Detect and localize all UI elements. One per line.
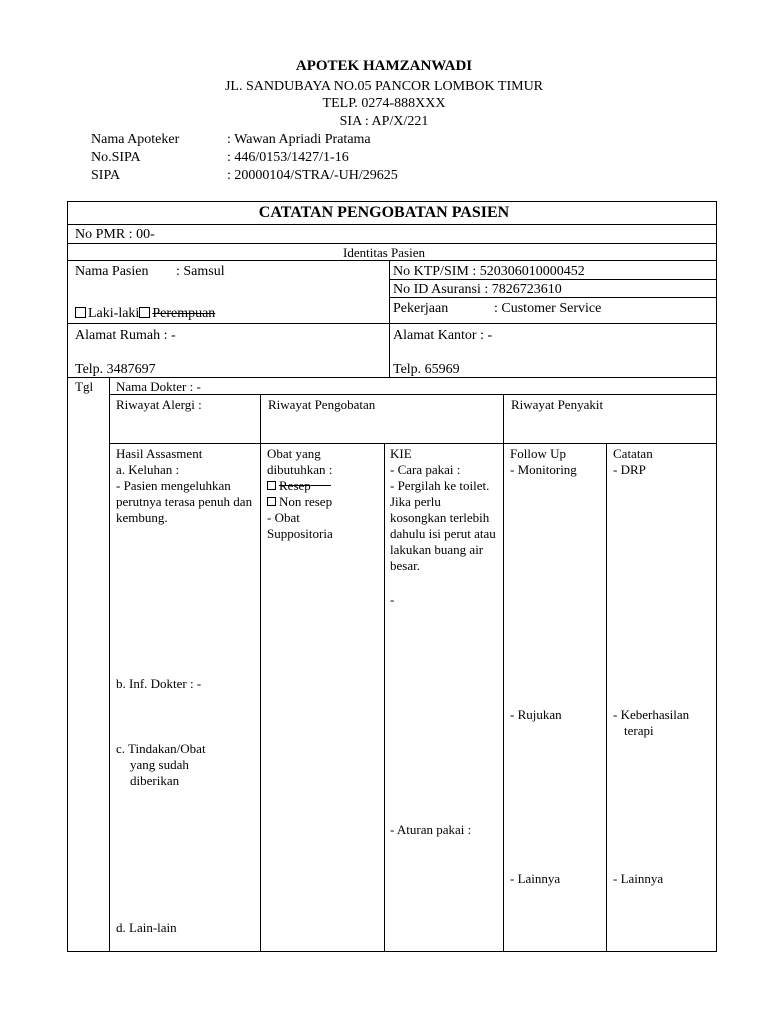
no-ktp: No KTP/SIM : 520306010000452 [393, 264, 585, 279]
pekerjaan-label: Pekerjaan [393, 301, 449, 316]
catatan-title: Catatan [613, 446, 653, 461]
nama-dokter: Nama Dokter : - [116, 379, 201, 394]
table-divider [67, 243, 717, 244]
table-divider [384, 443, 385, 951]
info-value-apoteker: : Wawan Apriadi Pratama [227, 132, 371, 147]
aturan-pakai-label: - Aturan pakai : [390, 822, 472, 837]
followup-monitoring: - Monitoring [510, 462, 577, 477]
resep-label: Resep [279, 478, 311, 493]
table-border-top [67, 201, 717, 202]
pekerjaan-value: : Customer Service [494, 301, 602, 316]
obat-supp-line2: Suppositoria [267, 526, 333, 541]
gender-checkboxes [75, 305, 215, 322]
telp-kantor: Telp. 65969 [393, 362, 460, 377]
tindakan-line3: diberikan [130, 773, 180, 788]
alamat-rumah: Alamat Rumah : - [75, 328, 176, 343]
gender-male-label: Laki-laki [88, 306, 140, 321]
catatan-keberhasilan-2: terapi [624, 723, 654, 738]
checkbox-non-resep [267, 497, 276, 506]
tgl-label: Tgl [75, 379, 94, 394]
catatan-lainnya: - Lainnya [613, 871, 664, 886]
table-divider [109, 377, 110, 951]
info-value-sipa: : 20000104/STRA/-UH/29625 [227, 168, 398, 183]
assessment-title: Hasil Assasment [116, 446, 203, 461]
kie-title: KIE [390, 446, 412, 461]
info-label-sipa: SIPA [91, 168, 121, 183]
pharmacy-phone: TELP. 0274-888XXX [322, 96, 446, 111]
no-pmr: No PMR : 00- [75, 227, 155, 242]
followup-title: Follow Up [510, 446, 566, 461]
pharmacy-name: APOTEK HAMZANWADI [295, 58, 473, 74]
obat-supp-line1: - Obat [267, 510, 300, 525]
cara-pakai-label: - Cara pakai : [390, 462, 461, 477]
riwayat-alergi: Riwayat Alergi : [116, 397, 202, 412]
info-value-nosipa: : 446/0153/1427/1-16 [227, 150, 349, 165]
option-non-resep [267, 494, 332, 510]
kie-dash: - [390, 592, 395, 607]
cara-pakai-text: - Pergilah ke toilet. Jika perlu kosongkan terlebih dahulu isi perut atau lakukan buang air besar. [390, 478, 496, 573]
strike-tail [311, 485, 331, 486]
keluhan-text: - Pasien mengeluhkan perutnya terasa penuh dan kembung. [116, 478, 253, 525]
nama-pasien-value: : Samsul [176, 264, 225, 279]
table-divider [503, 394, 504, 951]
obat-title-line1: Obat yang [267, 446, 321, 461]
table-border-right [716, 201, 717, 952]
keluhan-label: a. Keluhan : [116, 462, 180, 477]
tindakan-line2: yang sudah [130, 757, 189, 772]
riwayat-penyakit: Riwayat Penyakit [511, 397, 604, 412]
lain-lain: d. Lain-lain [116, 920, 177, 935]
followup-lainnya: - Lainnya [510, 871, 561, 886]
tindakan-line1: c. Tindakan/Obat [116, 741, 206, 756]
no-asuransi: No ID Asuransi : 7826723610 [393, 282, 562, 297]
pharmacy-sia: SIA : AP/X/221 [339, 114, 429, 129]
nama-pasien-label: Nama Pasien [75, 264, 149, 279]
checkbox-male [75, 307, 86, 318]
table-divider [67, 224, 717, 225]
catatan-keberhasilan: - Keberhasilan [613, 707, 690, 722]
telp-rumah: Telp. 3487697 [75, 362, 156, 377]
table-divider [389, 260, 390, 377]
table-divider [67, 377, 717, 378]
identity-header: Identitas Pasien [343, 245, 425, 260]
followup-rujukan: - Rujukan [510, 707, 562, 722]
table-divider [606, 443, 607, 951]
table-divider [260, 394, 261, 951]
form-title: CATATAN PENGOBATAN PASIEN [258, 204, 510, 221]
table-border-left [67, 201, 68, 952]
checkbox-resep [267, 481, 276, 490]
riwayat-pengobatan: Riwayat Pengobatan [268, 397, 376, 412]
info-label-nosipa: No.SIPA [91, 150, 141, 165]
gender-female-label: Perempuan [152, 306, 216, 321]
checkbox-female [139, 307, 150, 318]
non-resep-label: Non resep [279, 494, 333, 509]
obat-title-line2: dibutuhkan : [267, 462, 333, 477]
inf-dokter: b. Inf. Dokter : - [116, 676, 202, 691]
pharmacy-address: JL. SANDUBAYA NO.05 PANCOR LOMBOK TIMUR [224, 79, 544, 94]
option-resep [267, 478, 331, 494]
table-divider [67, 323, 717, 324]
catatan-drp: - DRP [613, 462, 646, 477]
table-divider [109, 443, 717, 444]
info-label-apoteker: Nama Apoteker [91, 132, 180, 147]
alamat-kantor: Alamat Kantor : - [393, 328, 493, 343]
table-border-bottom [67, 951, 717, 952]
